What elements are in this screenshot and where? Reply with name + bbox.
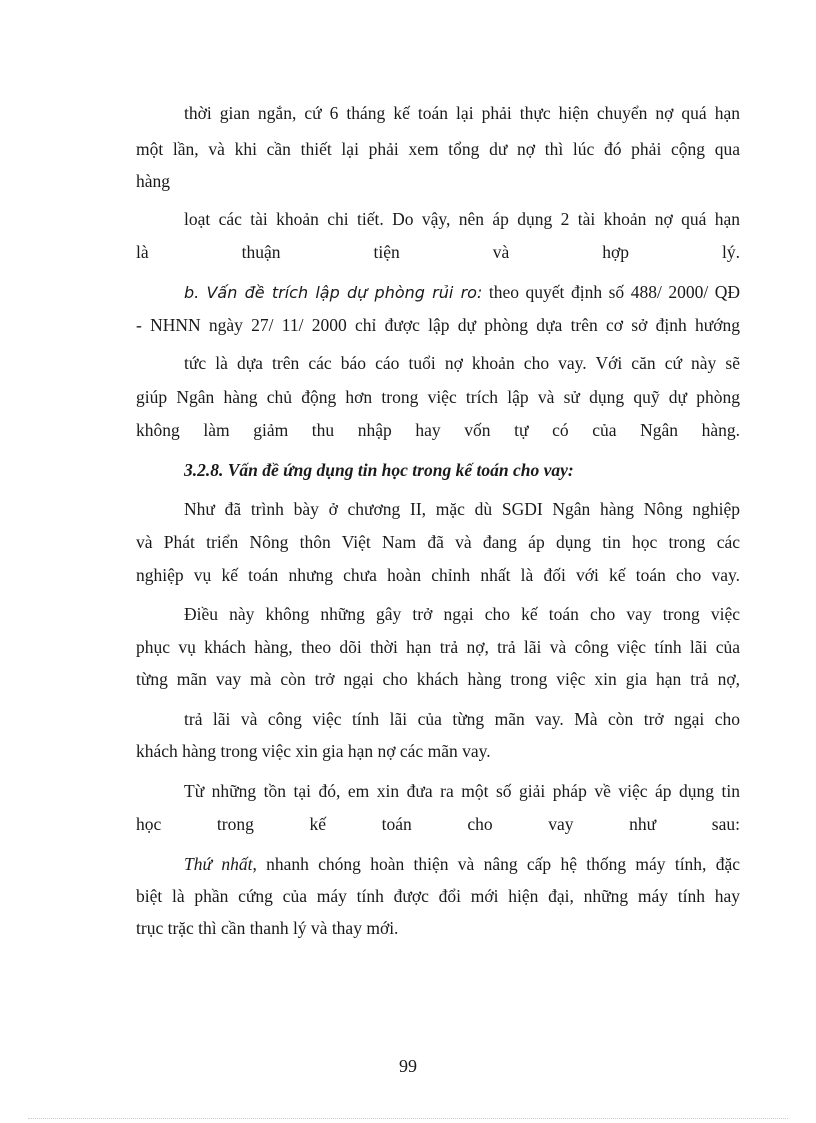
text-line: một lần, và khi cần thiết lại phải xem tổng dư nợ thì lúc đó phải cộng qua (136, 139, 740, 159)
text-line (136, 281, 740, 304)
section-heading: 3.2.8. Vấn đề ứng dụng tin học trong kế toán cho vay: (184, 460, 574, 480)
text-line: tức là dựa trên các báo cáo tuổi nợ khoản cho vay. Với căn cứ này sẽ (184, 353, 740, 373)
page-number: 99 (399, 1056, 417, 1076)
text-fragment: , nhanh chóng hoàn thiện và nâng cấp hệ thống máy tính, đặc (252, 854, 741, 874)
text-line: - NHNN ngày 27/ 11/ 2000 chỉ được lập dự phòng dựa trên cơ sở định hướng (136, 315, 740, 335)
section-label: b. Vấn đề trích lập dự phòng rủi ro: (184, 283, 483, 302)
text-line (136, 853, 740, 875)
text-line: trục trặc thì cần thanh lý và thay mới. (136, 918, 399, 938)
text-line: Từ những tồn tại đó, em xin đưa ra một số giải pháp về việc áp dụng tin (184, 781, 740, 801)
text-line: Như đã trình bày ở chương II, mặc dù SGDI Ngân hàng Nông nghiệp (184, 499, 740, 519)
text-line: từng mãn vay mà còn trở ngại cho khách hàng trong việc xin gia hạn trả nợ, (136, 669, 740, 689)
text-line: là thuận tiện và hợp lý. (136, 242, 740, 262)
text-line: hàng (136, 171, 171, 191)
text-line: nghiệp vụ kế toán nhưng chưa hoàn chỉnh nhất là đối với kế toán cho vay. (136, 565, 740, 585)
text-line: và Phát triển Nông thôn Việt Nam đã và đang áp dụng tin học trong các (136, 532, 740, 552)
text-line: biệt là phần cứng của máy tính được đổi mới hiện đại, những máy tính hay (136, 886, 740, 906)
text-line: phục vụ khách hàng, theo dõi thời hạn trả nợ, trả lãi và công việc tính lãi của (136, 637, 740, 657)
text-line: trả lãi và công việc tính lãi của từng mãn vay. Mà còn trở ngại cho (184, 709, 740, 729)
text-line: không làm giảm thu nhập hay vốn tự có của Ngân hàng. (136, 420, 740, 440)
text-line: khách hàng trong việc xin gia hạn nợ các mãn vay. (136, 741, 491, 761)
text-line: học trong kế toán cho vay như sau: (136, 814, 740, 834)
text-line: giúp Ngân hàng chủ động hơn trong việc trích lập và sử dụng quỹ dự phòng (136, 387, 740, 407)
text-fragment: theo quyết định số 488/ 2000/ QĐ (482, 282, 741, 302)
page-bottom-divider (28, 1118, 788, 1119)
text-line: Điều này không những gây trở ngại cho kế toán cho vay trong việc (184, 604, 740, 624)
text-line: loạt các tài khoản chi tiết. Do vậy, nên áp dụng 2 tài khoản nợ quá hạn (184, 209, 740, 229)
text-line: thời gian ngắn, cứ 6 tháng kế toán lại phải thực hiện chuyển nợ quá hạn (184, 103, 740, 123)
emphasis-label: Thứ nhất (184, 854, 253, 874)
